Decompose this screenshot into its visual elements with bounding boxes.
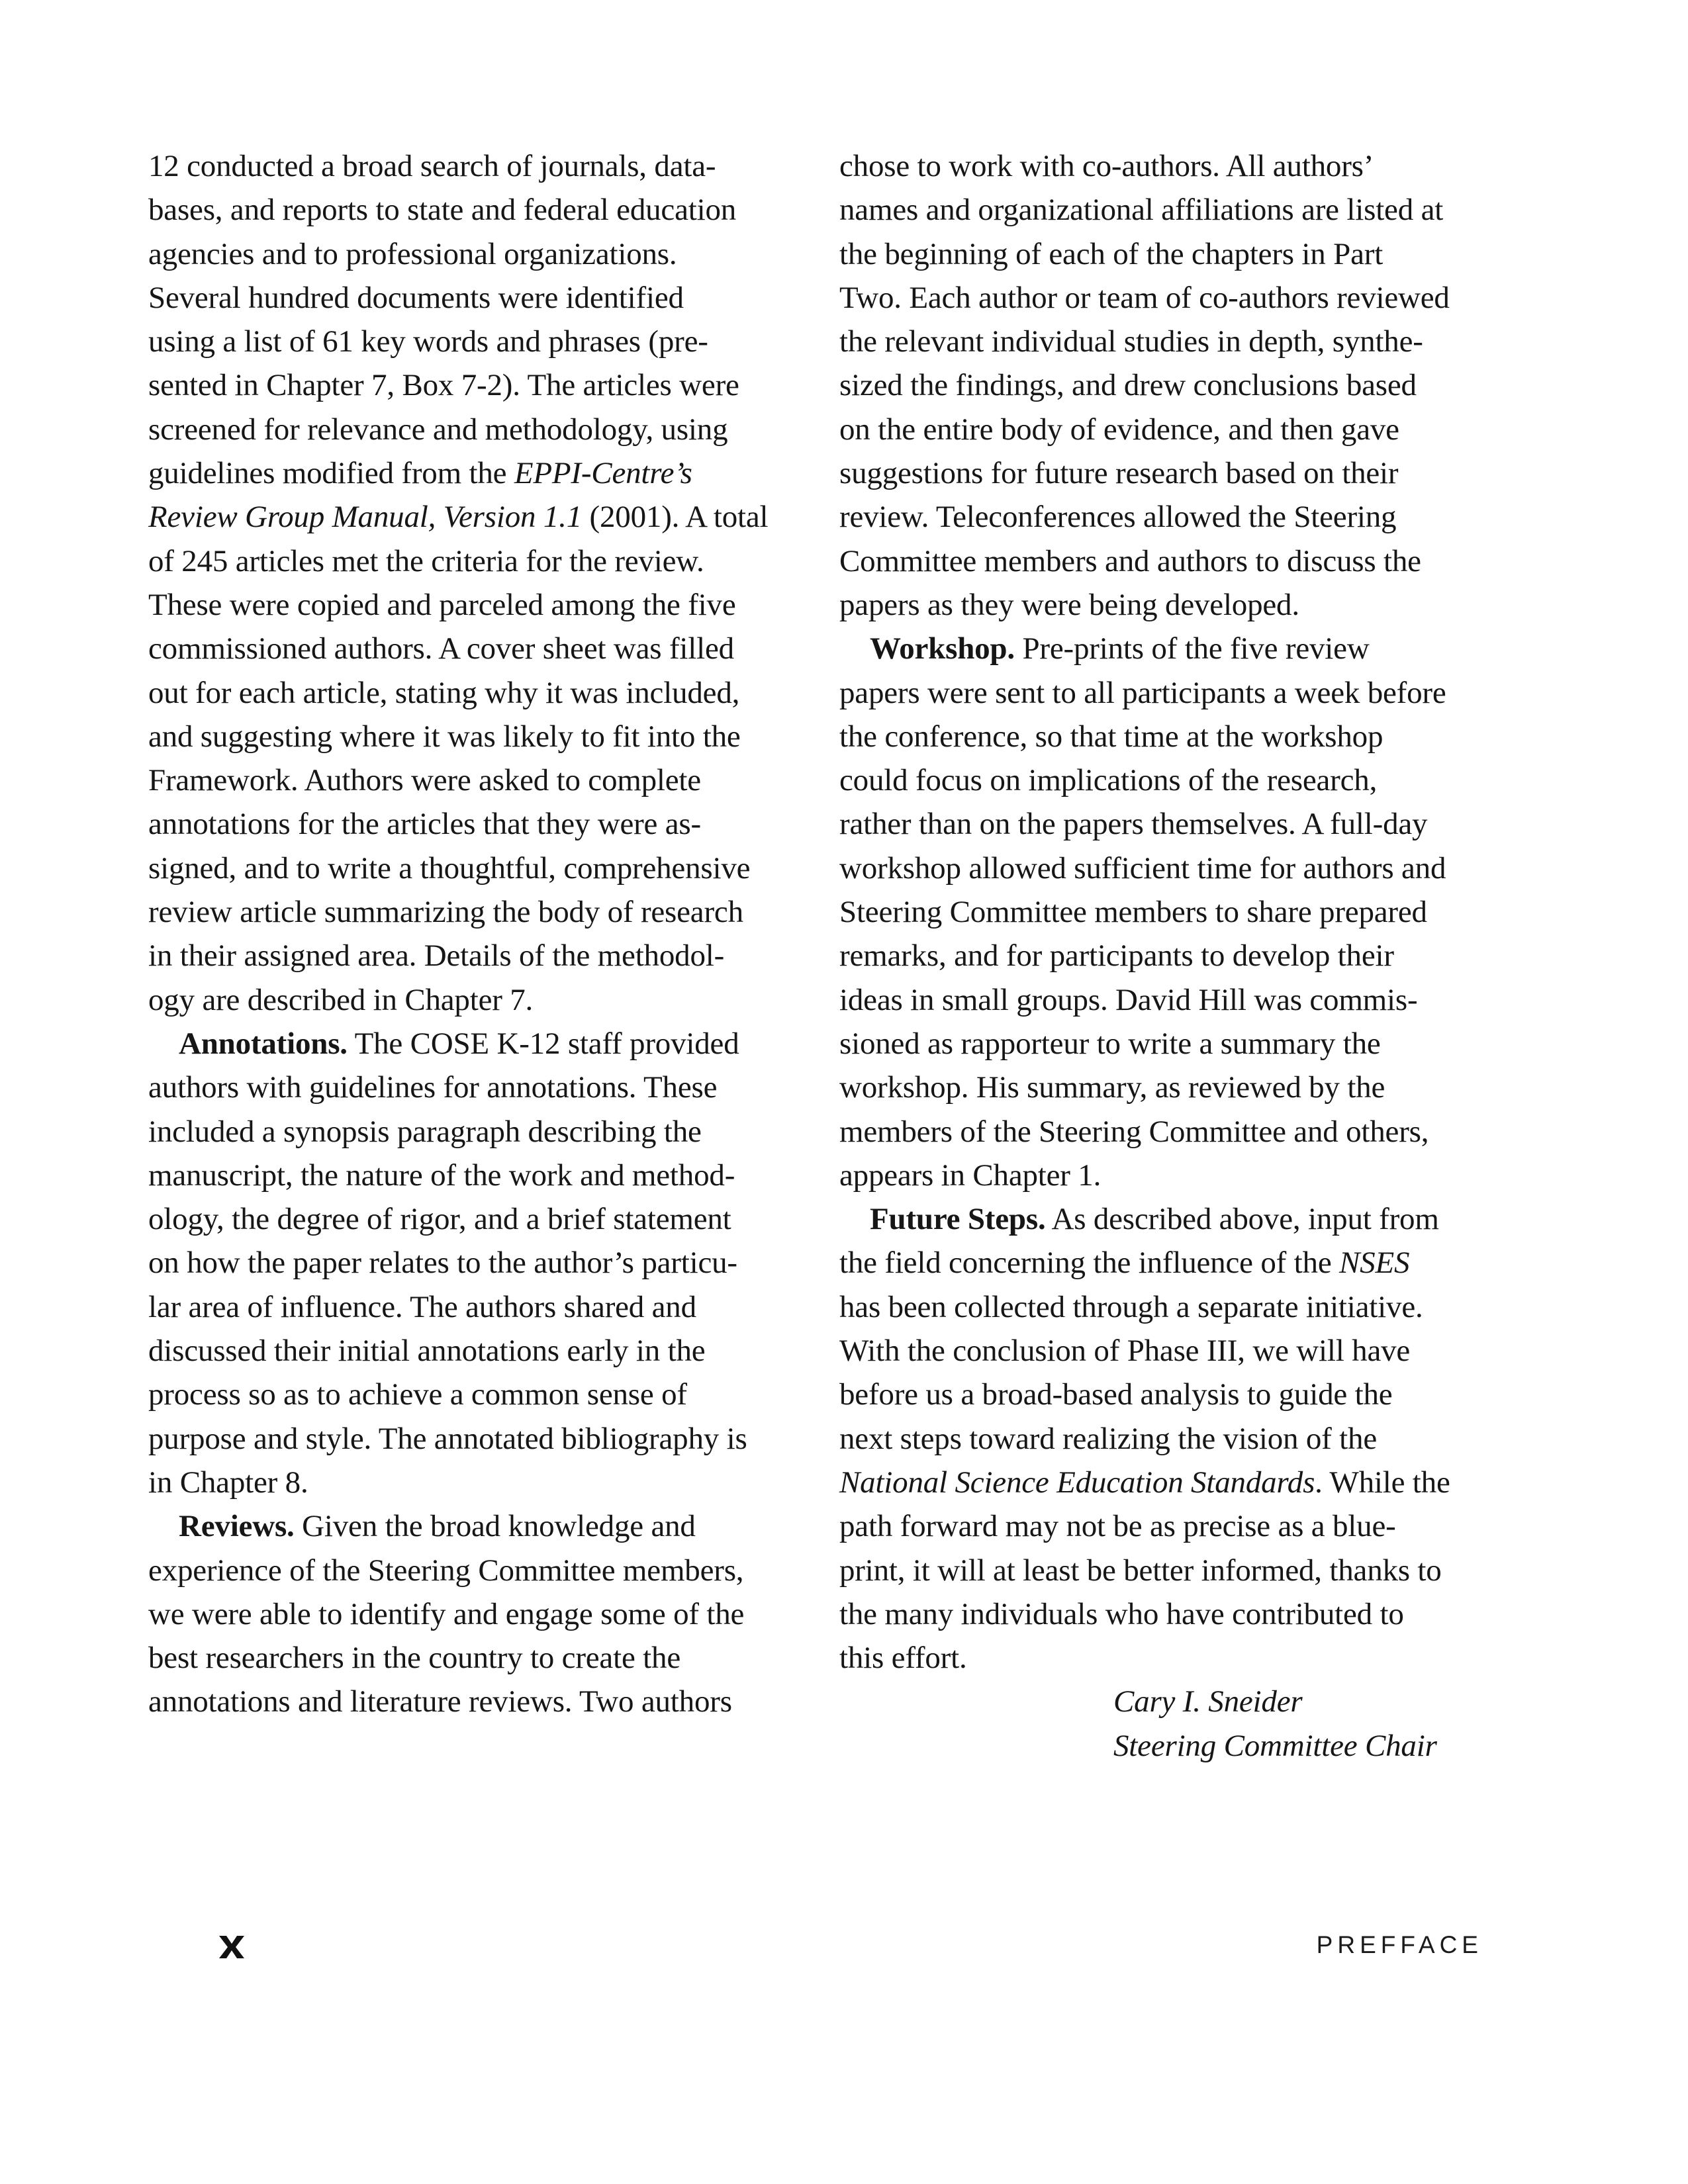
text-line: discussed their initial annotations early in the: [148, 1334, 706, 1369]
text-line: papers as they were being developed.: [839, 587, 1299, 622]
text-line: [148, 1504, 797, 1548]
text-line: in their assigned area. Details of the methodol-: [148, 938, 725, 974]
text-run: (2001). A total: [582, 500, 769, 535]
text-line: screened for relevance and methodology, using: [148, 412, 728, 447]
text-line: names and organizational affiliations are listed at: [839, 193, 1444, 228]
text-line: Steering Committee members to share prepared: [839, 895, 1427, 930]
text-line: [839, 1197, 1501, 1241]
text-run: Given the broad knowledge and: [294, 1509, 696, 1544]
text-line: [148, 1022, 797, 1066]
workshop-heading: Workshop.: [870, 631, 1015, 666]
text-line: the conference, so that time at the workshop: [839, 719, 1383, 754]
text-run: Pre-prints of the five review: [1014, 631, 1370, 666]
text-line: [148, 495, 797, 539]
text-run: the field concerning the influence of the: [839, 1246, 1340, 1281]
text-line: workshop allowed sufficient time for authors and: [839, 850, 1446, 886]
text-line: lar area of influence. The authors shared and: [148, 1289, 696, 1324]
text-line: sented in Chapter 7, Box 7-2). The articles were: [148, 368, 739, 403]
text-line: [839, 627, 1501, 670]
text-line: agencies and to professional organizations.: [148, 236, 677, 271]
text-line: sized the findings, and drew conclusions based: [839, 368, 1417, 403]
text-line: and suggesting where it was likely to fit into the: [148, 719, 741, 754]
text-line: next steps toward realizing the vision of the: [839, 1421, 1377, 1456]
text-line: the many individuals who have contributed to: [839, 1596, 1404, 1631]
text-line: the beginning of each of the chapters in Part: [839, 236, 1383, 271]
text-line: manuscript, the nature of the work and method-: [148, 1158, 735, 1193]
text-run: The COSE K-12 staff provided: [347, 1026, 739, 1061]
cited-title: National Science Education Standards: [839, 1465, 1315, 1500]
text-line: ideas in small groups. David Hill was commis-: [839, 982, 1418, 1017]
text-line: appears in Chapter 1.: [839, 1158, 1102, 1193]
cited-title: NSES: [1339, 1246, 1410, 1281]
right-column: [839, 144, 1501, 1768]
text-line: bases, and reports to state and federal education: [148, 193, 737, 228]
left-column: [148, 144, 797, 1724]
text-line: commissioned authors. A cover sheet was filled: [148, 631, 734, 666]
page-number: [217, 1933, 246, 1962]
text-line: out for each article, stating why it was included,: [148, 675, 740, 710]
text-line: With the conclusion of Phase III, we will have: [839, 1334, 1411, 1369]
future-steps-heading: Future Steps.: [870, 1202, 1046, 1237]
text-line: 12 conducted a broad search of journals, data-: [148, 149, 716, 183]
text-line: signed, and to write a thoughtful, comprehensive: [148, 850, 751, 886]
page-number-glyph: [217, 1933, 246, 1962]
text-line: included a synopsis paragraph describing the: [148, 1114, 702, 1149]
text-line: experience of the Steering Committee members,: [148, 1553, 744, 1588]
text-line: review article summarizing the body of research: [148, 895, 743, 930]
text-line: annotations for the articles that they were as-: [148, 807, 701, 842]
text-line: print, it will at least be better informed, thanks to: [839, 1553, 1442, 1588]
text-line: process so as to achieve a common sense of: [148, 1377, 687, 1412]
running-footer-section: PREFFACE: [1316, 1931, 1483, 1958]
text-line: rather than on the papers themselves. A full-day: [839, 807, 1428, 842]
text-line: this effort.: [839, 1641, 967, 1676]
text-run: . While the: [1315, 1465, 1450, 1500]
text-line: review. Teleconferences allowed the Steering: [839, 500, 1397, 535]
text-line: on the entire body of evidence, and then gave: [839, 412, 1399, 447]
text-line: suggestions for future research based on their: [839, 456, 1399, 491]
text-line: sioned as rapporteur to write a summary the: [839, 1026, 1381, 1061]
text-line: chose to work with co-authors. All authors’: [839, 149, 1374, 183]
text-line: members of the Steering Committee and others,: [839, 1114, 1429, 1149]
text-line: ogy are described in Chapter 7.: [148, 982, 534, 1017]
text-line: of 245 articles met the criteria for the review.: [148, 543, 704, 578]
text-line: Two. Each author or team of co-authors reviewed: [839, 280, 1450, 315]
text-run: guidelines modified from the: [148, 456, 514, 491]
text-line: [148, 451, 797, 495]
text-line: remarks, and for participants to develop their: [839, 938, 1394, 974]
text-line: could focus on implications of the research,: [839, 763, 1378, 798]
text-line: path forward may not be as precise as a blue-: [839, 1509, 1396, 1544]
annotations-heading: Annotations.: [179, 1026, 348, 1061]
text-line: we were able to identify and engage some of the: [148, 1596, 745, 1631]
text-line: before us a broad-based analysis to guide the: [839, 1377, 1393, 1412]
signature-name: Cary I. Sneider: [1113, 1684, 1303, 1719]
text-line: using a list of 61 key words and phrases (pre-: [148, 324, 708, 359]
text-line: papers were sent to all participants a week before: [839, 675, 1446, 710]
text-line: These were copied and parceled among the five: [148, 587, 736, 622]
text-line: authors with guidelines for annotations. These: [148, 1070, 718, 1105]
cited-title: EPPI-Centre’s: [514, 456, 692, 491]
text-line: has been collected through a separate initiative.: [839, 1289, 1423, 1324]
text-line: purpose and style. The annotated bibliography is: [148, 1421, 747, 1456]
text-line: Framework. Authors were asked to complete: [148, 763, 701, 798]
text-line: annotations and literature reviews. Two authors: [148, 1684, 732, 1719]
text-line: in Chapter 8.: [148, 1465, 308, 1500]
cited-title: Review Group Manual, Version 1.1: [148, 500, 582, 535]
text-line: Several hundred documents were identified: [148, 280, 684, 315]
text-run: As described above, input from: [1045, 1202, 1439, 1237]
text-line: workshop. His summary, as reviewed by the: [839, 1070, 1385, 1105]
text-line: [839, 1461, 1501, 1504]
text-line: Committee members and authors to discuss the: [839, 543, 1421, 578]
reviews-heading: Reviews.: [179, 1509, 295, 1544]
text-line: the relevant individual studies in depth, synthe-: [839, 324, 1423, 359]
signature-title: Steering Committee Chair: [1113, 1728, 1437, 1763]
text-line: ology, the degree of rigor, and a brief statement: [148, 1202, 731, 1237]
text-line: best researchers in the country to create the: [148, 1641, 680, 1676]
text-line: [839, 1241, 1501, 1285]
text-line: on how the paper relates to the author’s particu-: [148, 1246, 737, 1281]
